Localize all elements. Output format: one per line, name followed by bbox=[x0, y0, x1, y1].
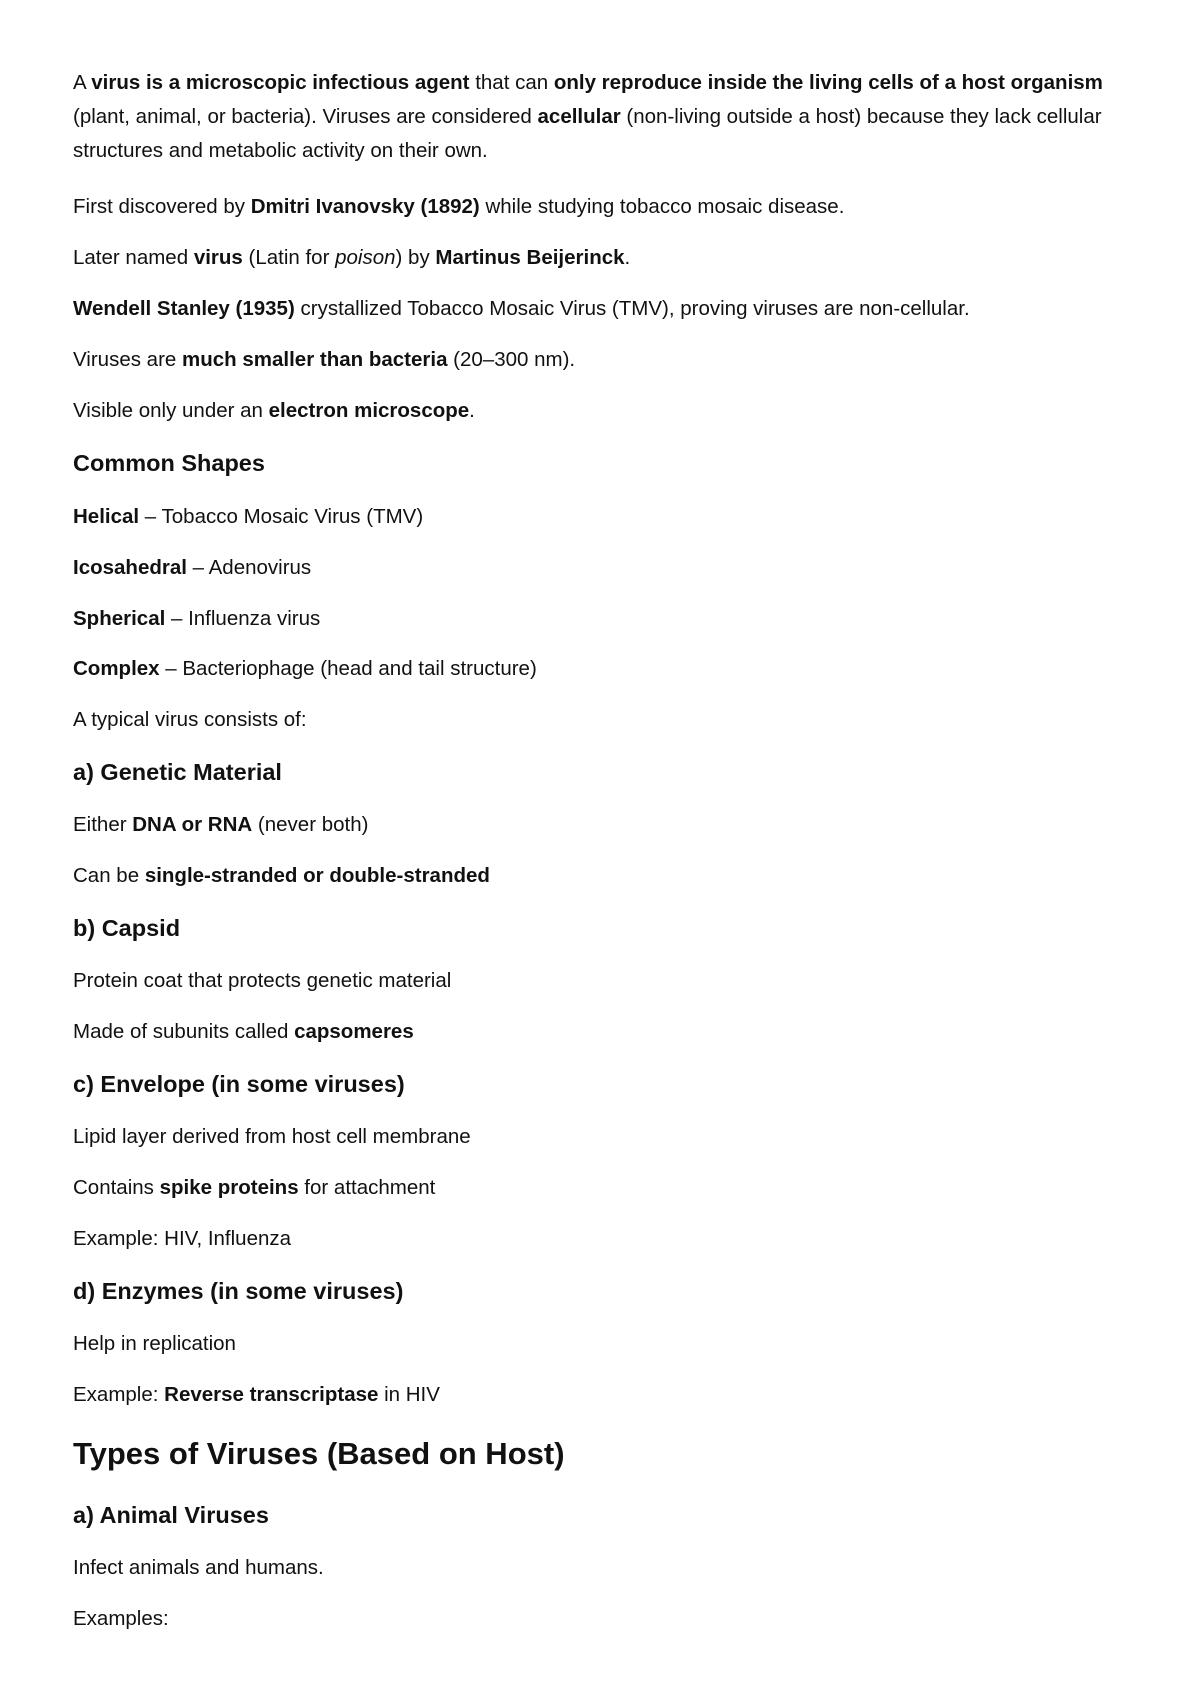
types-of-viruses-heading: Types of Viruses (Based on Host) bbox=[73, 1436, 565, 1471]
shape-item bbox=[73, 602, 320, 636]
text: (never both) bbox=[252, 813, 369, 836]
visible-line bbox=[73, 394, 475, 428]
shape-item bbox=[73, 500, 423, 534]
envelope-line-1: Lipid layer derived from host cell membrane bbox=[73, 1125, 471, 1148]
text: Can be bbox=[73, 864, 145, 887]
animal-line-2: Examples: bbox=[73, 1607, 169, 1630]
shape-name: Helical bbox=[73, 505, 140, 528]
text: First discovered by bbox=[73, 195, 251, 218]
shape-desc: – Influenza virus bbox=[165, 607, 321, 630]
italic-text: poison bbox=[335, 246, 396, 269]
bold-text: Martinus Beijerinck bbox=[435, 246, 625, 269]
text: Later named bbox=[73, 246, 194, 269]
capsid-line-1: Protein coat that protects genetic material bbox=[73, 969, 452, 992]
size-line bbox=[73, 343, 575, 377]
text: for attachment bbox=[298, 1176, 436, 1199]
bold-text: Dmitri Ivanovsky (1892) bbox=[250, 195, 480, 218]
capsid-line-2 bbox=[73, 1015, 414, 1049]
text: Example: bbox=[73, 1383, 165, 1406]
bold-text: capsomeres bbox=[294, 1020, 414, 1043]
genetic-line-1 bbox=[73, 808, 368, 842]
text: Contains bbox=[73, 1176, 160, 1199]
enzymes-heading: d) Enzymes (in some viruses) bbox=[73, 1278, 404, 1304]
text: (plant, animal, or bacteria). Viruses are considered bbox=[73, 105, 538, 128]
envelope-line-3: Example: HIV, Influenza bbox=[73, 1227, 292, 1250]
enzymes-line-2 bbox=[73, 1378, 440, 1412]
structure-intro: A typical virus consists of: bbox=[73, 708, 307, 731]
text: Either bbox=[73, 813, 133, 836]
bold-text: spike proteins bbox=[159, 1176, 299, 1199]
shape-item bbox=[73, 652, 537, 686]
bold-text: only reproduce inside the living cells of a host organism bbox=[553, 71, 1103, 94]
shape-name: Spherical bbox=[73, 607, 166, 630]
common-shapes-heading: Common Shapes bbox=[73, 450, 265, 476]
stanley-line bbox=[73, 292, 970, 326]
bold-text: DNA or RNA bbox=[132, 813, 253, 836]
genetic-line-2 bbox=[73, 859, 490, 893]
text: (Latin for bbox=[242, 246, 336, 269]
shape-desc: – Bacteriophage (head and tail structure) bbox=[159, 657, 537, 680]
text: that can bbox=[469, 71, 554, 94]
text: crystallized Tobacco Mosaic Virus (TMV), proving viruses are non-cellular. bbox=[294, 297, 970, 320]
capsid-heading: b) Capsid bbox=[73, 915, 181, 941]
shape-item bbox=[73, 551, 311, 585]
text: in HIV bbox=[378, 1383, 440, 1406]
text: Visible only under an bbox=[73, 399, 269, 422]
bold-text: acellular bbox=[537, 105, 621, 128]
text: . bbox=[624, 246, 631, 269]
text: (non-living outside a host) because they lack cellular structures and metabolic activity on their own. bbox=[73, 105, 1102, 162]
bold-text: Reverse transcriptase bbox=[164, 1383, 379, 1406]
intro-paragraph bbox=[73, 66, 1133, 168]
bold-text: microscopic infectious agent bbox=[185, 71, 470, 94]
shape-name: Complex bbox=[73, 657, 160, 680]
bold-text: single-stranded or double-stranded bbox=[144, 864, 490, 887]
text: A bbox=[73, 71, 92, 94]
discovery-line bbox=[73, 190, 844, 224]
bold-text: virus is a bbox=[91, 71, 181, 94]
shape-name: Icosahedral bbox=[73, 556, 187, 579]
bold-text: Wendell Stanley (1935) bbox=[73, 297, 295, 320]
shape-desc: – Tobacco Mosaic Virus (TMV) bbox=[139, 505, 424, 528]
animal-viruses-heading: a) Animal Viruses bbox=[73, 1502, 269, 1528]
text: Viruses are bbox=[73, 348, 183, 371]
enzymes-line-1: Help in replication bbox=[73, 1332, 236, 1355]
bold-text: virus bbox=[193, 246, 243, 269]
text: while studying tobacco mosaic disease. bbox=[479, 195, 845, 218]
text: Made of subunits called bbox=[73, 1020, 295, 1043]
animal-line-1: Infect animals and humans. bbox=[73, 1556, 324, 1579]
genetic-material-heading: a) Genetic Material bbox=[73, 759, 282, 785]
text: ) by bbox=[395, 246, 436, 269]
text: . bbox=[469, 399, 475, 422]
text: (20–300 nm). bbox=[447, 348, 576, 371]
shape-desc: – Adenovirus bbox=[186, 556, 312, 579]
bold-text: electron microscope bbox=[268, 399, 470, 422]
envelope-line-2 bbox=[73, 1171, 435, 1205]
naming-line bbox=[73, 241, 630, 275]
envelope-heading: c) Envelope (in some viruses) bbox=[73, 1071, 405, 1097]
bold-text: much smaller than bacteria bbox=[182, 348, 448, 371]
